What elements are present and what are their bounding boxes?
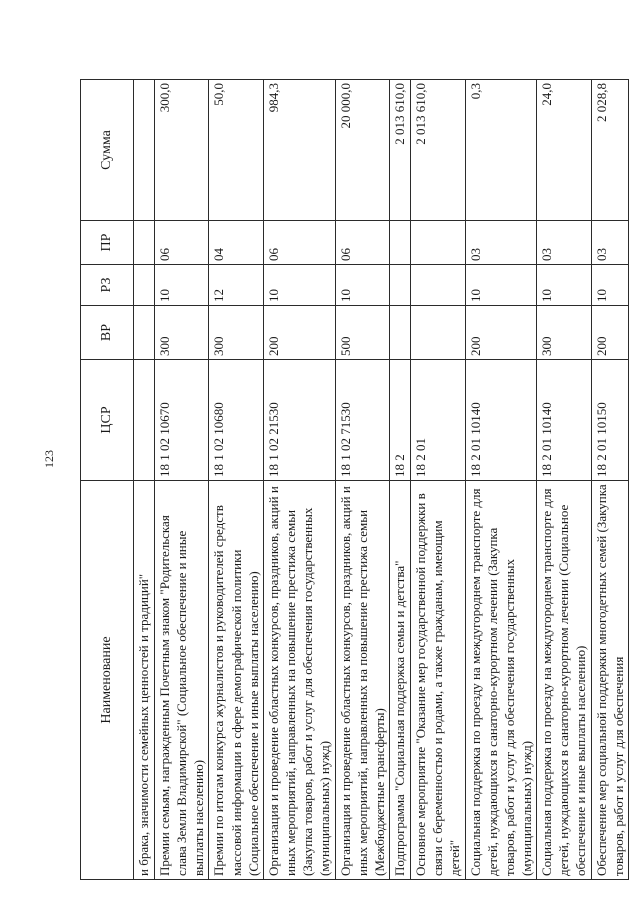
- cell-vr: [390, 306, 411, 360]
- cell-csr: 18 2 01 10150: [591, 360, 628, 481]
- cell-csr: 18 2: [390, 360, 411, 481]
- cell-name: Социальная поддержка по проезду на междугороднем транспорте для детей, нуждающихся в санаторно-курортном лечении (Закупка товаров, работ и услуг для обеспечения государственных (муниципальных) нужд): [465, 481, 537, 880]
- cell-vr: 200: [465, 306, 537, 360]
- cell-vr: 200: [591, 306, 628, 360]
- table-row: [155, 80, 209, 880]
- cell-csr: [134, 360, 155, 481]
- page-number: 123: [42, 450, 56, 468]
- cell-pr: [411, 221, 465, 265]
- cell-pr: 03: [591, 221, 628, 265]
- table-header-row: [81, 80, 134, 880]
- table-row: [134, 80, 155, 880]
- cell-vr: [411, 306, 465, 360]
- cell-sum: 20 000,0: [335, 80, 389, 221]
- cell-pr: 03: [465, 221, 537, 265]
- cell-sum: 2 013 610,0: [390, 80, 411, 221]
- table-row: [411, 80, 465, 880]
- cell-vr: 200: [263, 306, 335, 360]
- cell-vr: 500: [335, 306, 389, 360]
- header-pr: ПР: [81, 221, 134, 265]
- cell-csr: 18 1 02 10670: [155, 360, 209, 481]
- cell-rz: 10: [263, 265, 335, 306]
- cell-csr: 18 2 01 10140: [465, 360, 537, 481]
- cell-sum: 300,0: [155, 80, 209, 221]
- cell-rz: 10: [537, 265, 591, 306]
- table-row: [263, 80, 335, 880]
- budget-table: [80, 79, 629, 880]
- table-row: [209, 80, 263, 880]
- cell-name: Основное мероприятие "Оказание мер государственной поддержки в связи с беременностью и родами, а также гражданам, имеющим детей": [411, 481, 465, 880]
- table-row: [465, 80, 537, 880]
- cell-pr: 03: [537, 221, 591, 265]
- header-vr: ВР: [81, 306, 134, 360]
- cell-name: Организация и проведение областных конкурсов, праздников, акций и иных мероприятий, направленных на повышение престижа семьи (Закупка товаров, работ и услуг для обеспечения государственных (муниципальных) нужд): [263, 481, 335, 880]
- table-row: [335, 80, 389, 880]
- cell-sum: 24,0: [537, 80, 591, 221]
- cell-sum: 0,3: [465, 80, 537, 221]
- table-row: [390, 80, 411, 880]
- cell-name: Премии семьям, награжденным Почетным знаком "Родительская слава Земли Владимирской" (Социальное обеспечение и иные выплаты населению): [155, 481, 209, 880]
- cell-csr: 18 1 02 71530: [335, 360, 389, 481]
- cell-name: Организация и проведение областных конкурсов, праздников, акций и иных мероприятий, направленных на повышение престижа семьи (Межбюджетные трансферты): [335, 481, 389, 880]
- cell-csr: 18 2 01: [411, 360, 465, 481]
- cell-sum: [134, 80, 155, 221]
- cell-pr: 06: [335, 221, 389, 265]
- cell-name: Социальная поддержка по проезду на междугороднем транспорте для детей, нуждающихся в санаторно-курортном лечении (Социальное обеспечение и иные выплаты населению): [537, 481, 591, 880]
- cell-pr: [134, 221, 155, 265]
- cell-csr: 18 1 02 21530: [263, 360, 335, 481]
- cell-rz: [134, 265, 155, 306]
- cell-pr: [390, 221, 411, 265]
- cell-pr: 06: [155, 221, 209, 265]
- cell-sum: 2 028,8: [591, 80, 628, 221]
- table-row: [537, 80, 591, 880]
- cell-vr: 300: [209, 306, 263, 360]
- cell-name: Премии по итогам конкурса журналистов и руководителей средств массовой информации в сфере демографической политики (Социальное обеспечение и иные выплаты населению): [209, 481, 263, 880]
- cell-vr: [134, 306, 155, 360]
- budget-table-container: [80, 80, 626, 880]
- header-sum: Сумма: [81, 80, 134, 221]
- cell-csr: 18 2 01 10140: [537, 360, 591, 481]
- cell-sum: 2 013 610,0: [411, 80, 465, 221]
- cell-name: Обеспечение мер социальной поддержки многодетных семей (Закупка товаров, работ и услуг для обеспечения: [591, 481, 628, 880]
- cell-sum: 50,0: [209, 80, 263, 221]
- cell-rz: 10: [591, 265, 628, 306]
- cell-pr: 06: [263, 221, 335, 265]
- cell-name: Подпрограмма "Социальная поддержка семьи и детства": [390, 481, 411, 880]
- cell-pr: 04: [209, 221, 263, 265]
- cell-csr: 18 1 02 10680: [209, 360, 263, 481]
- header-name: Наименование: [81, 481, 134, 880]
- cell-rz: 10: [465, 265, 537, 306]
- cell-rz: [390, 265, 411, 306]
- cell-rz: 12: [209, 265, 263, 306]
- header-rz: РЗ: [81, 265, 134, 306]
- cell-rz: 10: [335, 265, 389, 306]
- cell-vr: 300: [537, 306, 591, 360]
- cell-vr: 300: [155, 306, 209, 360]
- cell-rz: [411, 265, 465, 306]
- header-csr: ЦСР: [81, 360, 134, 481]
- cell-sum: 984,3: [263, 80, 335, 221]
- cell-name: и брака, значимости семейных ценностей и традиций": [134, 481, 155, 880]
- table-row: [591, 80, 628, 880]
- cell-rz: 10: [155, 265, 209, 306]
